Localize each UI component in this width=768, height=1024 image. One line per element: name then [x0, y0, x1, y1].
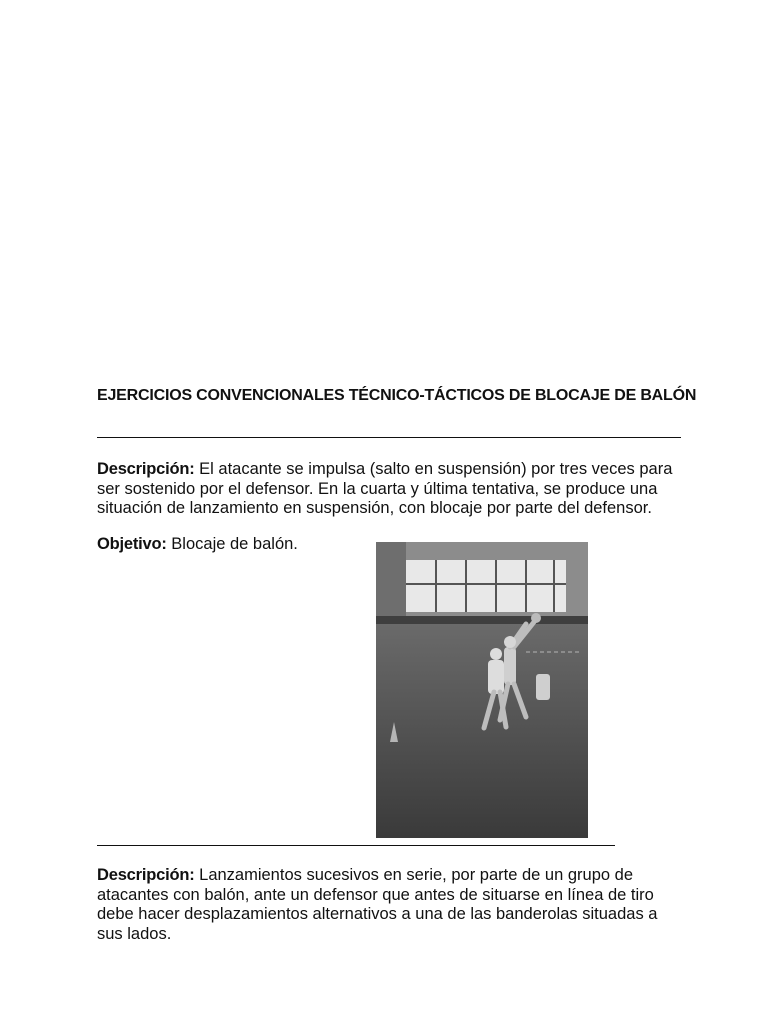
exercise1-description-label: Descripción: [97, 460, 195, 478]
divider-top [97, 437, 681, 438]
exercise2-description-label: Descripción: [97, 866, 195, 884]
exercise1-description [97, 460, 687, 519]
divider-bottom [97, 845, 615, 846]
exercise1-objective [97, 535, 367, 555]
exercise-photo [376, 542, 588, 838]
section-title: EJERCICIOS CONVENCIONALES TÉCNICO-TÁCTICOS DE BLOCAJE DE BALÓN [97, 387, 697, 404]
exercise2-description-text: Lanzamientos sucesivos en serie, por parte de un grupo de atacantes con balón, ante un defensor que antes de situarse en línea de tiro debe hacer desplazamientos alternativos a una de las banderolas situadas a sus lados. [97, 866, 658, 943]
gym-scene-image [376, 542, 588, 838]
exercise2-description [97, 866, 687, 944]
exercise1-objective-text: Blocaje de balón. [171, 535, 298, 553]
exercise1-description-text: El atacante se impulsa (salto en suspensión) por tres veces para ser sostenido por el defensor. En la cuarta y última tentativa, se produce una situación de lanzamiento en suspensión, con blocaje por parte del defensor. [97, 460, 673, 517]
exercise1-objective-label: Objetivo: [97, 535, 167, 553]
